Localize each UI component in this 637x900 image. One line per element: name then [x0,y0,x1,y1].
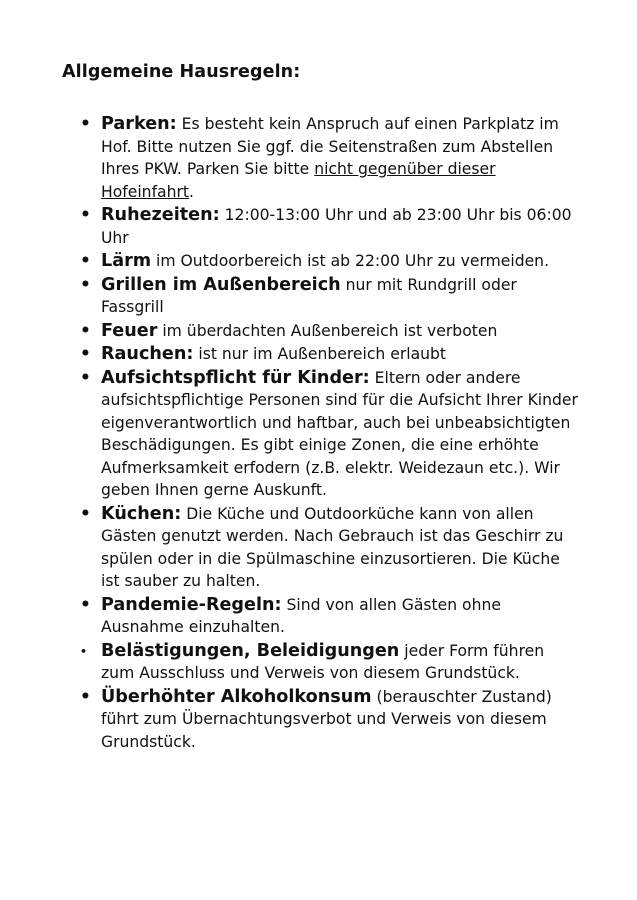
rule-belaestigungen [80,640,580,685]
bullet-icon: • [80,251,91,271]
bullet-icon: • [80,644,88,658]
rule-kuechen [80,503,580,593]
rule-term: Belästigungen, Beleidigungen [101,640,400,661]
rule-term: Überhöhter Alkoholkonsum [101,686,372,707]
house-rules-list [80,113,580,754]
rule-text-tail: . [189,182,194,201]
bullet-icon: • [80,594,91,615]
rule-text: 12:00-13:00 Uhr und ab 23:00 Uhr bis 06:00 Uhr [101,206,572,247]
rule-feuer [80,320,580,343]
rule-parken [80,113,580,203]
rule-underlined-text: nicht gegenüber dieser Hofeinfahrt [101,160,496,201]
rule-grillen [80,274,580,319]
bullet-icon: • [80,205,91,225]
rule-pandemie [80,594,580,639]
rule-text: im überdachten Außenbereich ist verboten [157,321,498,340]
rule-laerm [80,250,580,273]
rule-text: Die Küche und Outdoorküche kann von allen Gästen genutzt werden. Nach Gebrauch ist das Geschirr zu spülen oder in die Spülmaschine einzusortieren. Die Küche ist sauber zu halten. [101,504,564,590]
rule-text: Sind von allen Gästen ohne Ausnahme einzuhalten. [101,595,501,636]
rule-text: ist nur im Außenbereich erlaubt [193,345,447,363]
rule-term: Rauchen: [101,344,194,364]
bullet-icon: • [80,274,91,295]
rule-text: nur mit Rundgrill oder Fassgrill [101,275,517,316]
rule-term: Aufsichtspflicht für Kinder: [101,367,370,388]
rule-term: Küchen: [101,503,182,524]
rule-term: Lärm [101,251,152,271]
rule-ruhezeiten [80,204,580,249]
rule-alkoholkonsum [80,686,580,754]
bullet-icon: • [80,344,91,364]
rule-text: (berauschter Zustand) führt zum Übernachtungsverbot und Verweis von diesem Grundstück. [101,687,552,751]
bullet-icon: • [80,114,91,134]
rule-rauchen [80,343,580,366]
rule-text: Eltern oder andere aufsichtspflichtige Personen sind für die Aufsicht Ihrer Kinder eigenverantwortlich und haftbar, auch bei unbeabsichtigten Beschädigungen. Es gibt einige Zonen, die eine erhöhte Aufmerksamkeit erfodern (z.B. elektr. Weidezaun etc.). Wir geben Ihnen gerne Auskunft. [101,368,578,499]
rule-term: Feuer [101,320,158,341]
rule-text: jeder Form führen zum Ausschluss und Verweis von diesem Grundstück. [101,641,545,682]
bullet-icon: • [80,320,91,341]
rule-aufsichtspflicht [80,367,580,502]
bullet-icon: • [80,503,91,524]
document-heading: Allgemeine Hausregeln: [62,62,301,82]
rule-term: Parken: [101,114,177,134]
rule-text: im Outdoorbereich ist ab 22:00 Uhr zu vermeiden. [151,252,550,270]
bullet-icon: • [80,367,91,388]
bullet-icon: • [80,686,91,707]
rule-term: Grillen im Außenbereich [101,274,341,295]
rule-text: Es besteht kein Anspruch auf einen Parkplatz im Hof. Bitte nutzen Sie ggf. die Seitenstraßen zum Abstellen Ihres PKW. Parken Sie bitte [101,115,559,178]
rule-term: Ruhezeiten: [101,205,220,225]
rule-term: Pandemie-Regeln: [101,594,282,615]
